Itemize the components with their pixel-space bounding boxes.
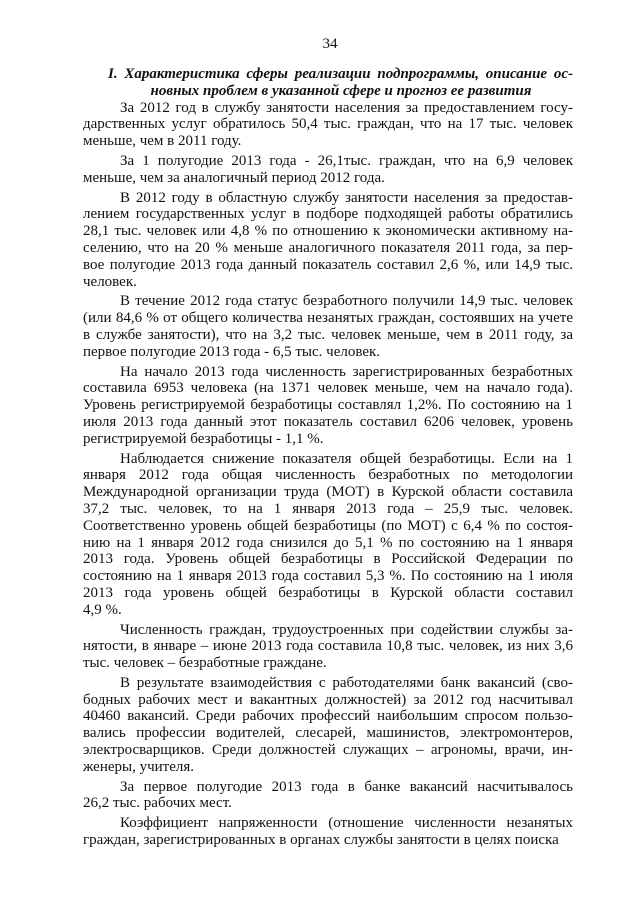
text-line: Численность граждан, трудоустроенных при содействии службы за- <box>120 621 573 638</box>
text-line: 28,1 тыс. человек или 4,8 % по отношению к экономически активному на- <box>83 223 573 240</box>
text-line: женеры, учителя. <box>83 758 195 775</box>
text-line: 40460 вакансий. Среди рабочих профессий наибольшим спросом пользо- <box>83 708 573 725</box>
text-line: дарственных услуг обратилось 50,4 тыс. граждан, что на 17 тыс. человек <box>83 116 573 133</box>
text-line: За 2012 год в службу занятости населения за предоставлением госу- <box>120 99 573 116</box>
text-line: меньше, чем за аналогичный период 2012 года. <box>83 169 385 186</box>
text-line: За 1 полугодие 2013 года - 26,1тыс. граждан, что на 6,9 человек <box>120 152 573 169</box>
paragraph <box>83 622 573 672</box>
text-line: лением государственных услуг в подборе подходящей работы обратились <box>83 206 573 223</box>
text-line: 2013 года. Уровень общей безработицы в Российской Федерации по <box>83 551 573 568</box>
text-line: Наблюдается снижение показателя общей безработицы. Если на 1 <box>120 450 573 467</box>
text-line: Соответственно уровень общей безработицы (по МОТ) с 6,4 % по состоя- <box>83 517 573 534</box>
text-line: 4,9 %. <box>83 601 122 618</box>
text-line: января 2012 года общая численность безработных по методологии <box>83 467 573 484</box>
text-line: На начало 2013 года численность зарегистрированных безработных <box>120 363 573 380</box>
text-line: регистрируемой безработицы - 1,1 %. <box>83 430 324 447</box>
text-line: июля 2013 года данный этот показатель составил 6206 человек, уровень <box>83 413 573 430</box>
paragraph <box>83 153 573 187</box>
paragraph <box>83 779 573 813</box>
paragraph <box>83 815 573 849</box>
paragraph <box>83 675 573 776</box>
text-line: 37,2 тыс. человек, то на 1 января 2013 года – 25,9 тыс. человек. <box>83 500 573 517</box>
text-line: селению, что на 20 % меньше аналогичного показателя 2011 года, за пер- <box>83 239 573 256</box>
text-line: меньше, чем в 2011 году. <box>83 133 242 150</box>
paragraph <box>83 190 573 291</box>
text-line: первое полугодие 2013 года - 6,5 тыс. человек. <box>83 343 381 360</box>
text-line: Международной организации труда (МОТ) в Курской области составила <box>83 484 573 501</box>
text-line: Уровень регистрируемой безработицы составлял 1,2%. По состоянию на 1 <box>83 397 573 414</box>
text-line: вое полугодие 2013 года данный показатель составил 2,6 %, или 14,9 тыс. <box>83 256 573 273</box>
section-heading-line: новных проблем в указанной сфере и прогноз ее развития <box>150 82 532 99</box>
page-number: 34 <box>322 36 338 52</box>
paragraph <box>83 364 573 448</box>
text-line: 26,2 тыс. рабочих мест. <box>83 795 232 812</box>
text-line: Коэффициент напряженности (отношение численности незанятых <box>120 815 573 832</box>
text-line: электросварщиков. Среди должностей служащих – агрономы, врачи, ин- <box>83 742 573 759</box>
body-text <box>83 100 573 849</box>
text-line: тыс. человек – безработные граждане. <box>83 655 327 672</box>
text-line: в службе занятости), что на 3,2 тыс. человек меньше, чем в 2011 году, за <box>83 326 573 343</box>
section-heading <box>83 66 573 100</box>
text-line: За первое полугодие 2013 года в банке вакансий насчитывалось <box>120 778 573 795</box>
text-line: состоянию на 1 января 2013 года составил 5,3 %. По состоянию на 1 июля <box>83 568 573 585</box>
text-line: В течение 2012 года статус безработного получили 14,9 тыс. человек <box>120 293 573 310</box>
text-line: (или 84,6 % от общего количества незанятых граждан, состоявших на учете <box>83 310 573 327</box>
text-line: В результате взаимодействия с работодателями банк вакансий (сво- <box>120 674 573 691</box>
paragraph <box>83 451 573 619</box>
paragraph <box>83 100 573 150</box>
text-line: нию на 1 января 2012 года снизился до 5,1 % по состоянию на 1 января <box>83 534 573 551</box>
text-line: 2013 года уровень общей безработицы в Курской области составил <box>83 584 573 601</box>
text-line: составила 6953 человека (на 1371 человек меньше, чем на начало года). <box>83 380 573 397</box>
text-line: вались профессии водителей, слесарей, машинистов, электромонтеров, <box>83 725 573 742</box>
text-line: человек. <box>83 273 137 290</box>
paragraph <box>83 293 573 360</box>
page-content <box>83 66 573 849</box>
text-line: бодных рабочих мест и вакантных должностей) за 2012 год насчитывал <box>83 691 573 708</box>
section-heading-line: I. Характеристика сферы реализации подпрограммы, описание ос- <box>108 66 573 82</box>
text-line: граждан, зарегистрированных в органах службы занятости в целях поиска <box>83 832 559 849</box>
text-line: В 2012 году в областную службу занятости населения за предостав- <box>120 189 573 206</box>
text-line: нятости, в январе – июне 2013 года составила 10,8 тыс. человек, из них 3,6 <box>83 638 573 655</box>
